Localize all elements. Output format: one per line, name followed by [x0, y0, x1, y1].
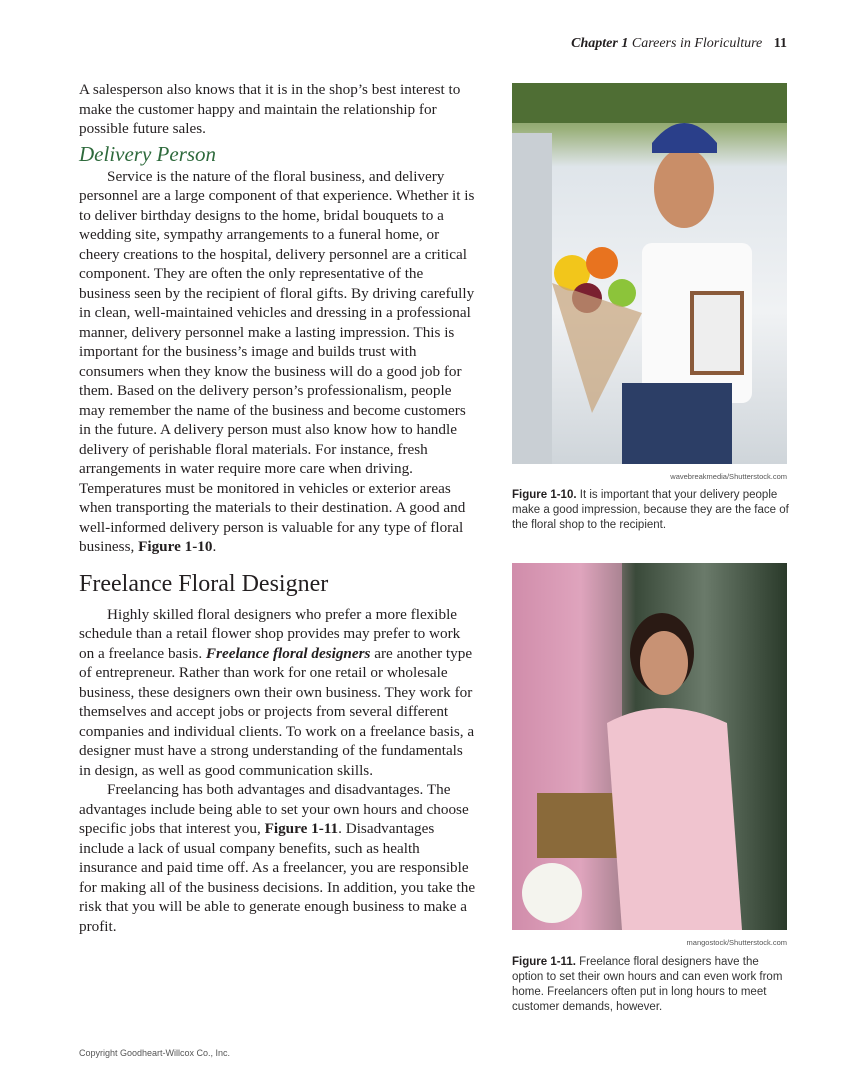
- figure-label: Figure 1-10.: [512, 489, 577, 501]
- paragraph: [79, 780, 477, 936]
- caption-text: It is important that your delivery people make a good impression, because they are the face of the floral shop to the recipient.: [512, 489, 789, 531]
- text: Freelancing has both advantages and disadvantages. The advantages include being able to set your own hours and choose specific jobs that interest you,: [79, 781, 469, 837]
- text: are another type of entrepreneur. Rather than work for one retail or wholesale business, these designers own their own business. They work for themselves and accept jobs or projects from several different companies and individual clients. To work on a freelance basis, a designer must have a strong understanding of the fundamentals in design, as well as good communication skills.: [79, 644, 475, 779]
- paragraph: [79, 167, 477, 557]
- chapter-title: Careers in Floriculture: [631, 36, 763, 51]
- section-heading-delivery-person: Delivery Person: [79, 141, 217, 166]
- figure-caption: [512, 488, 792, 533]
- figure-reference: Figure 1-11: [264, 820, 339, 837]
- chapter-label: Chapter 1: [571, 36, 629, 51]
- paragraph: [79, 605, 477, 781]
- text: Service is the nature of the floral business, and delivery personnel are a large component of that experience. Whether it is to deliver birthday designs to the home, bridal bouquets to a wedding site, sympathy arrangements to a funeral home, or cheery creations to the hospital, delivery personnel are a critical component. They are often the only representative of the business seen by the recipient of floral gifts. By driving carefully in clean, well-maintained vehicles and dressing in a professional manner, delivery personnel make a lasting impression. This is important for the business’s image and builds trust with consumers when they know the business will do a good job for them. Based on the delivery person’s professionalism, people may remember the name of the business and become customers in the future. A delivery person must also know how to handle delivery of perishable floral materials. For instance, fresh arrangements in water require more care when driving. Temperatures must be monitored in vehicles or exterior areas when transporting the materials to their destination. A good and well-informed delivery person is valuable for any type of floral business,: [79, 167, 475, 555]
- figure-label: Figure 1-11.: [512, 956, 576, 968]
- copyright-footer: Copyright Goodheart-Willcox Co., Inc.: [79, 1048, 231, 1058]
- figure-caption: [512, 955, 792, 1015]
- photo-credit: mangostock/Shutterstock.com: [686, 938, 787, 947]
- caption-text: Freelance floral designers have the option to set their own hours and can even work from home. Freelancers often put in long hours to meet customer demands, however.: [512, 956, 783, 1013]
- key-term: Freelance floral designers: [205, 644, 371, 662]
- text: Highly skilled floral designers who prefer a more flexible schedule than a retail flower shop provides may prefer to work on a freelance basis.: [79, 605, 461, 662]
- paragraph: A salesperson also knows that it is in the shop’s best interest to make the customer happy and maintain the relationship for possible future sales.: [79, 81, 461, 137]
- main-text-column: [79, 80, 477, 936]
- text: . Disadvantages include a lack of usual company benefits, such as health insurance and paid time off. As a freelancer, you are responsible for making all of the business decisions. In addition, you take the risk that you will be able to generate enough business to make a profit.: [79, 820, 476, 935]
- section-heading-freelance: Freelance Floral Designer: [79, 570, 329, 597]
- text: .: [212, 538, 217, 555]
- running-head: [571, 36, 787, 52]
- photo-credit: wavebreakmedia/Shutterstock.com: [670, 472, 787, 481]
- photo-delivery-person: [512, 83, 787, 464]
- photo-freelance-designer: [512, 563, 787, 930]
- figure-reference: Figure 1-10: [138, 538, 213, 555]
- page-number: 11: [773, 36, 787, 51]
